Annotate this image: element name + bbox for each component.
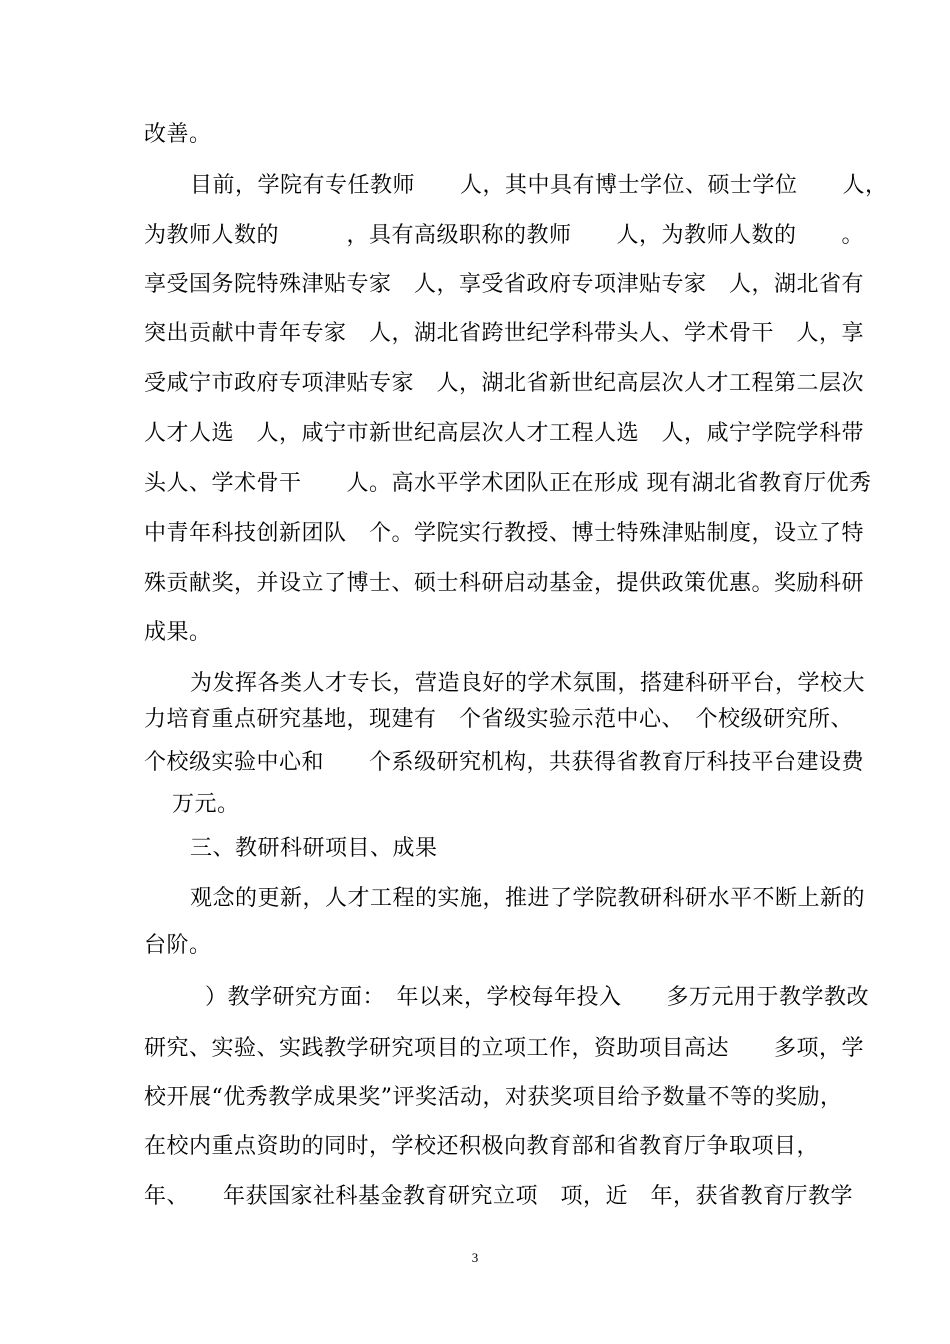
section-heading: 三、教研科研项目、成果 <box>190 836 438 861</box>
text-line: 改善。 <box>144 122 212 147</box>
text-line: ）教学研究方面： 年以来，学校每年投入 多万元用于教学教改 <box>205 985 870 1010</box>
text-line: 突出贡献中青年专家 人，湖北省跨世纪学科带头人、学术骨干 人，享 <box>144 321 865 346</box>
text-line: 成果。 <box>144 620 212 645</box>
page-number: 3 <box>471 1250 479 1265</box>
text-line: 个校级实验中心和 个系级研究机构，共获得省教育厅科技平台建设费 <box>144 750 865 775</box>
text-line: 年、 年获国家社科基金教育研究立项 项，近 年，获省教育厅教学 <box>144 1184 854 1209</box>
text-line: 头人、学术骨干 人。高水平学术团队正在形成 现有湖北省教育厅优秀 <box>144 471 872 496</box>
text-line: 力培育重点研究基地，现建有 个省级实验示范中心、 个校级研究所、 <box>144 707 854 732</box>
text-line: 校开展“优秀教学成果奖”评奖活动，对获奖项目给予数量不等的奖励， <box>144 1085 843 1110</box>
text-line: 在校内重点资助的同时，学校还积极向教育部和省教育厅争取项目， <box>144 1134 820 1159</box>
text-line: 为发挥各类人才专长，营造良好的学术氛围，搭建科研平台，学校大 <box>190 671 866 696</box>
text-line: 目前，学院有专任教师 人，其中具有博士学位、硕士学位 人， <box>190 173 888 198</box>
text-line: 受咸宁市政府专项津贴专家 人，湖北省新世纪高层次人才工程第二层次 <box>144 371 865 396</box>
text-line: 研究、实验、实践教学研究项目的立项工作，资助项目高达 多项，学 <box>144 1036 865 1061</box>
text-line: 万元。 <box>172 792 240 817</box>
text-line: 为教师人数的 ，具有高级职称的教师 人，为教师人数的 。 <box>144 223 865 248</box>
text-line: 台阶。 <box>144 933 212 958</box>
text-line: 中青年科技创新团队 个。学院实行教授、博士特殊津贴制度，设立了特 <box>144 521 865 546</box>
text-line: 享受国务院特殊津贴专家 人，享受省政府专项津贴专家 人，湖北省有 <box>144 272 865 297</box>
text-line: 殊贡献奖，并设立了博士、硕士科研启动基金，提供政策优惠。奖励科研 <box>144 571 865 596</box>
text-line: 人才人选 人，咸宁市新世纪高层次人才工程人选 人，咸宁学院学科带 <box>144 421 865 446</box>
text-line: 观念的更新，人才工程的实施，推进了学院教研科研水平不断上新的 <box>190 886 866 911</box>
